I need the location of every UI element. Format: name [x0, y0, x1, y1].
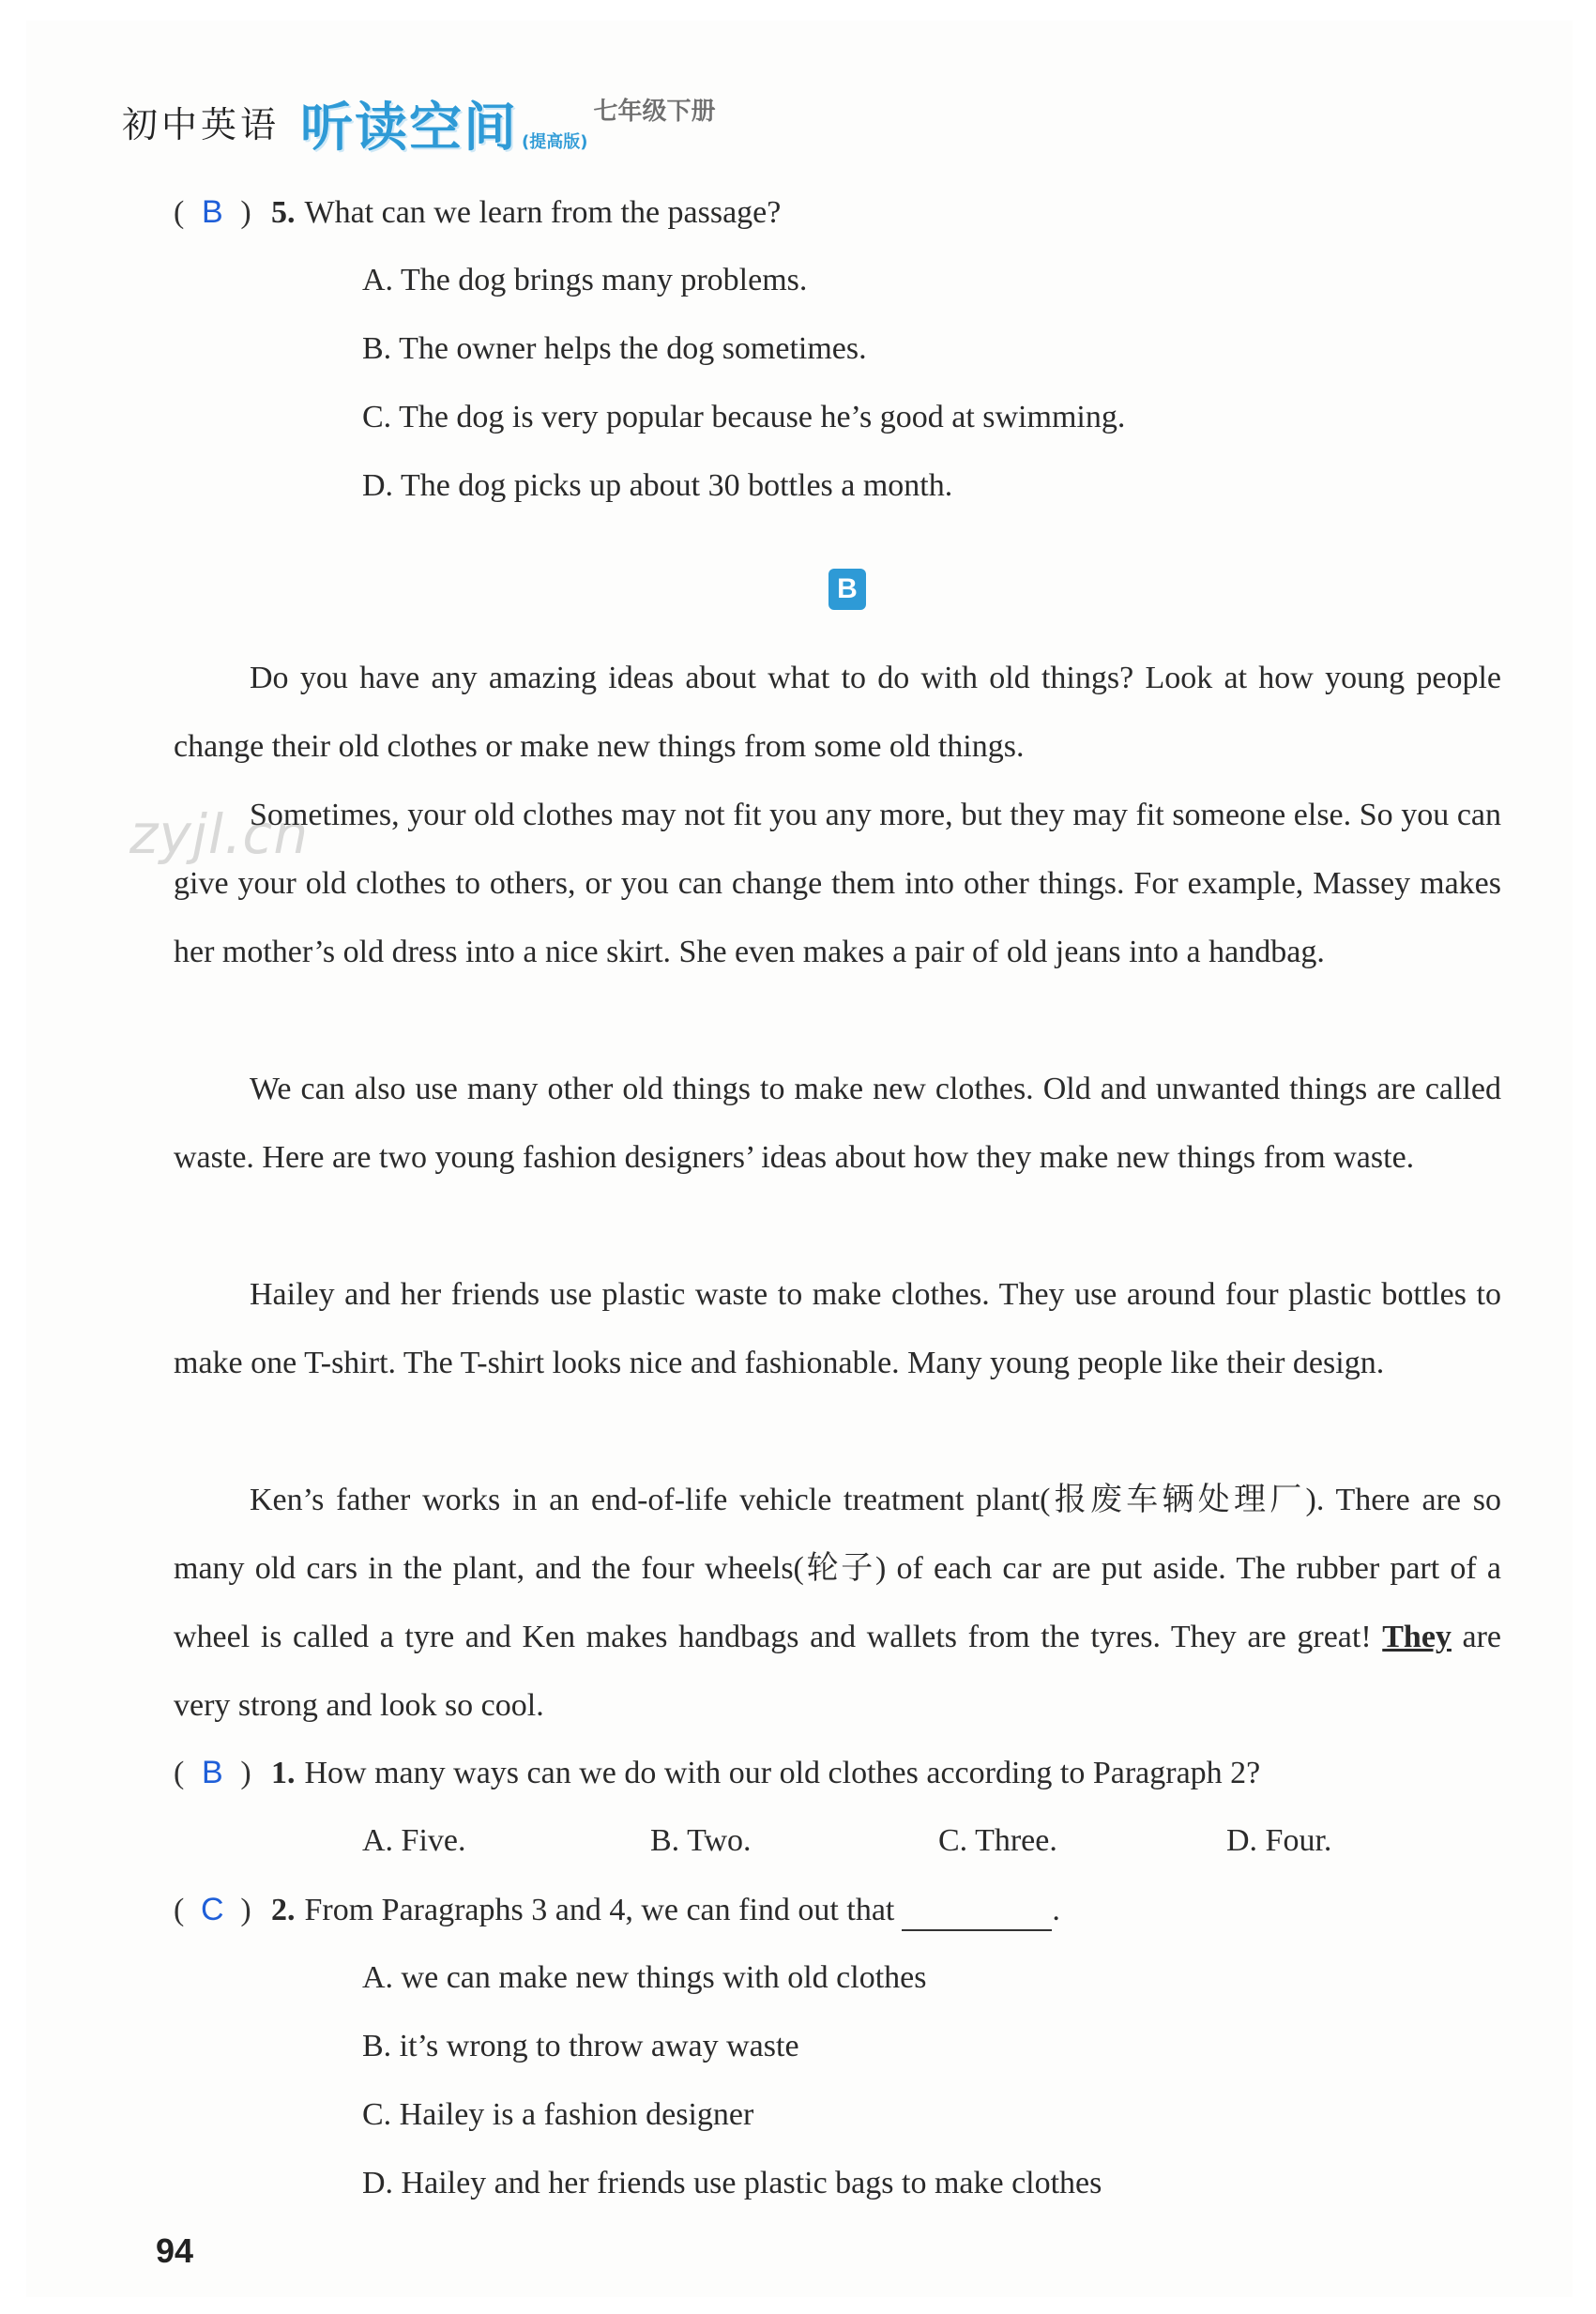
options-b1 — [362, 1822, 1514, 1860]
book-series: 初中英语 — [122, 104, 281, 145]
question-b2 — [174, 1891, 1060, 1931]
option-a5-c: C. The dog is very popular because he’s good at swimming. — [362, 400, 1126, 434]
paragraph-5-text: Ken’s father works in an end-of-life vehicle treatment plant(报废车辆处理厂). There are so many old cars in the plant, and the four wheels(轮子) of each car are put aside. The rubber part of a wheel is called a tyre and Ken makes handbags and wallets from the tyres. They are great! — [174, 1483, 1501, 1654]
brand-logo — [300, 98, 588, 159]
answer-b1: B — [201, 1755, 223, 1790]
answer-blank — [902, 1892, 1052, 1931]
question-a5 — [174, 193, 781, 232]
brand-edition: (提高版) — [522, 132, 588, 152]
page-number: 94 — [156, 2231, 194, 2270]
passage-paragraph-2: Sometimes, your old clothes may not fit you any more, but they may fit someone else. So you can give your old clothes to others, or you can change them into other things. For example, Massey makes her mother’s old dress into a nice skirt. She even makes a pair of old jeans into a handbag. — [174, 798, 1501, 969]
question-number: 5. — [271, 195, 296, 230]
option-b1-d: D. Four. — [1226, 1823, 1332, 1858]
answer-bracket: ( C ) — [174, 1892, 251, 1927]
passage-paragraph-1: Do you have any amazing ideas about what to do with old things? Look at how young people change their old clothes or make new things from some old things. — [174, 661, 1501, 764]
passage-paragraph-3: We can also use many other old things to make new clothes. Old and unwanted things are called waste. Here are two young fashion designers’ ideas about how they make new things from waste. — [174, 1072, 1501, 1175]
option-b1-a: A. Five. — [362, 1823, 466, 1858]
grade-label: 七年级下册 — [593, 98, 716, 126]
answer-b2: C — [201, 1892, 224, 1927]
answer-a5: B — [201, 194, 223, 230]
option-b2-a: A. we can make new things with old clothes — [362, 1960, 927, 1995]
question-text: From Paragraphs 3 and 4, we can find out that — [304, 1893, 895, 1927]
underlined-word-they: They — [1382, 1620, 1452, 1654]
option-a5-a: A. The dog brings many problems. — [362, 263, 808, 297]
paragraph-5-end: are very strong and look so cool. — [174, 1620, 1502, 1723]
option-b2-c: C. Hailey is a fashion designer — [362, 2097, 754, 2132]
passage-paragraph-4: Hailey and her friends use plastic waste to make clothes. They use around four plastic bottles to make one T-shirt. The T-shirt looks nice and fashionable. Many young people like their design. — [174, 1277, 1501, 1380]
answer-bracket: ( B ) — [174, 1755, 251, 1790]
option-b1-c: C. Three. — [938, 1823, 1057, 1858]
option-b2-b: B. it’s wrong to throw away waste — [362, 2029, 799, 2063]
question-end: . — [1052, 1893, 1060, 1927]
answer-bracket: ( B ) — [174, 194, 251, 230]
passage-paragraph-5 — [174, 1466, 1501, 1740]
option-a5-b: B. The owner helps the dog sometimes. — [362, 331, 867, 366]
question-number: 2. — [271, 1893, 296, 1927]
brand-title: 听读空间 — [300, 98, 519, 159]
section-b-badge: B — [828, 569, 866, 610]
question-text: How many ways can we do with our old clothes according to Paragraph 2? — [304, 1756, 1261, 1790]
page-header — [122, 89, 716, 159]
option-a5-d: D. The dog picks up about 30 bottles a month. — [362, 468, 953, 503]
question-number: 1. — [271, 1756, 296, 1790]
question-b1 — [174, 1754, 1260, 1792]
option-b2-d: D. Hailey and her friends use plastic bags to make clothes — [362, 2166, 1102, 2200]
option-b1-b: B. Two. — [650, 1823, 752, 1858]
watermark: zyjl.cn — [129, 802, 310, 866]
question-text: What can we learn from the passage? — [304, 195, 782, 230]
